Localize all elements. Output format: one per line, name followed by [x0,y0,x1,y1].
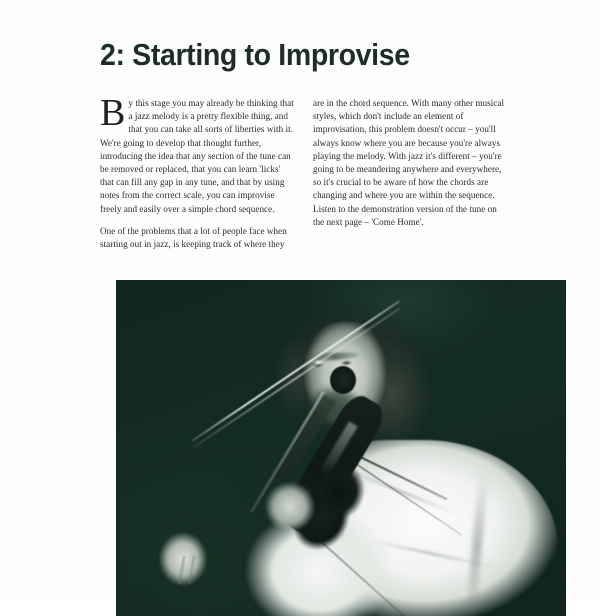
paragraph-right-1: are in the chord sequence. With many other musical styles, which don't include an element of improvisation, this problem doesn't occur – you'll always know where you are because you're always playing the melody. With jazz it's different – you're going to be meandering anywhere and everywhere, so it's crucial to be aware of how the chords are changing and where you are within the sequence. Listen to the demonstration version of the tune on the next page – 'Come Home'. [313,98,505,227]
page-title: 2: Starting to Improvise [100,36,410,72]
photo-hand-fingering [262,480,318,536]
body-text-columns [100,92,508,251]
drop-cap-letter: B [100,92,126,134]
photo-violin-scroll [330,366,356,394]
paragraph-left-1-text: y this stage you may already be thinking that a jazz melody is a pretty flexible thing, and that you can take all sorts of liberties with it. We're going to develop that thought further, introducing the idea that any section of the tune can be removed or replaced, that you can learn 'licks' that can fill any gap in any tune, and that by using notes from the correct scale, you can improvise freely and easily over a simple chord sequence. [100,98,294,214]
paragraph-left-1 [100,92,295,216]
text-column-left [100,92,295,251]
photo-finger-detail [162,556,206,584]
text-column-right [313,97,508,251]
paragraph-left-2: One of the problems that a lot of people face when starting out in jazz, is keeping track of where they [100,225,287,250]
violinist-photo [116,280,566,616]
